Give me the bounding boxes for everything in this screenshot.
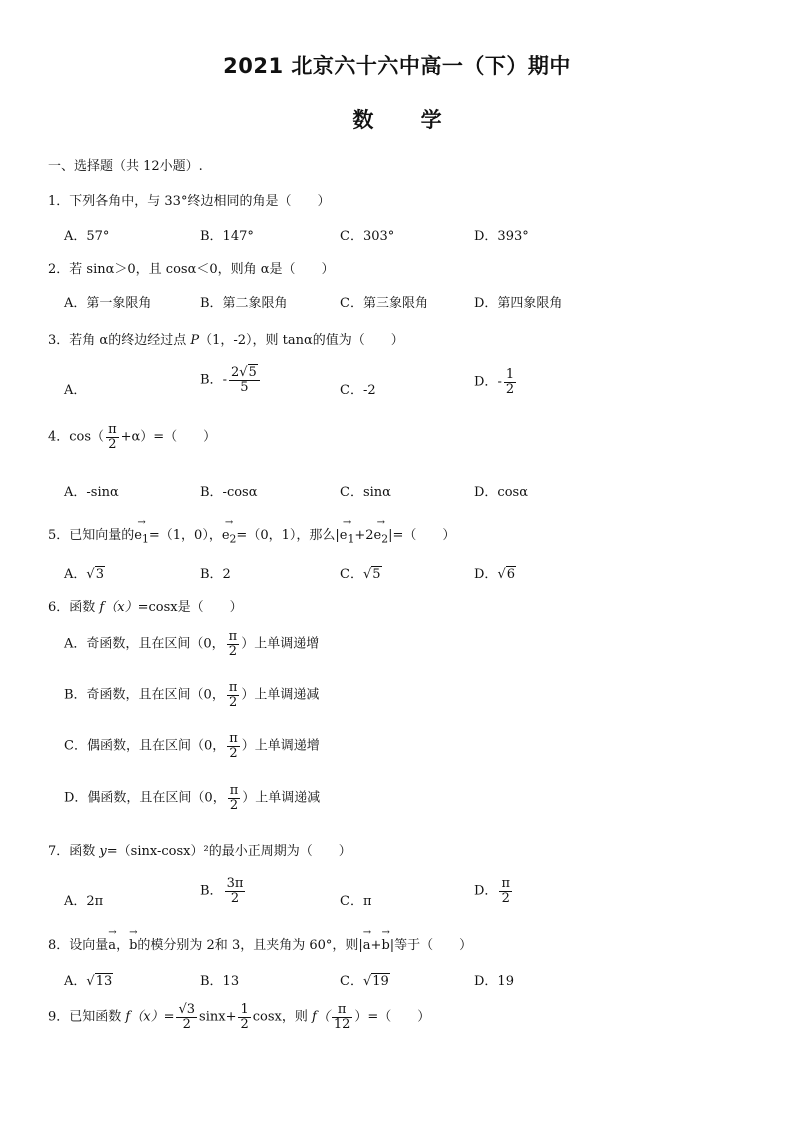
question-2: 2．若 sinα＞0，且 cosα＜0，则角 α是（ ） xyxy=(48,262,335,277)
q3-option-c: C．-2 xyxy=(340,383,376,398)
page-title: 2021 北京六十六中高一（下）期中 xyxy=(223,54,571,78)
q2-option-a: A．第一象限角 xyxy=(64,296,152,311)
question-9: 9．已知函数 f（x）= $\frac{√3}{2}$ sinx+ $\frac{1}{2}$ cosx，则 f（ $\frac{\pi}{12}$ ）=（ ） xyxy=(48,1002,431,1032)
section-heading: 一、选择题（共 12小题）. xyxy=(48,159,203,174)
q8-option-c: C．√19 xyxy=(340,974,389,989)
question-7: 7．函数 y=（sinx-cosx）²的最小正周期为（ ） xyxy=(48,844,352,859)
question-4: 4．cos（ $\frac{\pi}{2}$ +α）=（ ） xyxy=(48,422,217,452)
q1-option-a: A．57° xyxy=(64,229,110,244)
q4-option-b: B．-cosα xyxy=(200,485,258,500)
q5-option-c: C．√5 xyxy=(340,567,381,582)
question-6: 6．函数 f（x）=cosx是（ ） xyxy=(48,600,243,615)
question-5: 5．已知向量的→ $e_1=(1$，0），→ $e_2=(0$，1），那么|→ $e_1+2\to e_2|=$（ ） xyxy=(48,524,455,546)
q6-option-a: A．奇函数，且在区间（0， $\frac{\pi}{2}$ ）上单调递增 xyxy=(64,629,320,659)
subject-title: 数 学 xyxy=(352,108,442,132)
q7-option-d: D． $\frac{\pi}{2}$ xyxy=(474,876,510,906)
q4-option-d: D．cosα xyxy=(474,485,528,500)
q6-option-d: D．偶函数，且在区间（0， $\frac{\pi}{2}$ ）上单调递减 xyxy=(64,783,321,813)
q3-option-a: A． xyxy=(64,383,87,398)
q4-option-c: C．sinα xyxy=(340,485,391,500)
q1-option-b: B．147° xyxy=(200,229,254,244)
q8-option-d: D．19 xyxy=(474,974,514,989)
q5-option-d: D．√6 xyxy=(474,567,516,582)
q1-option-d: D．393° xyxy=(474,229,529,244)
q3-option-d: D．- $\frac{1}{2}$ xyxy=(474,367,515,397)
q6-option-c: C．偶函数，且在区间（0， $\frac{\pi}{2}$ ）上单调递增 xyxy=(64,731,320,761)
q6-option-b: B．奇函数，且在区间（0， $\frac{\pi}{2}$ ）上单调递减 xyxy=(64,680,320,710)
question-3: 3．若角 α的终边经过点 P（1，-2），则 tanα的值为（ ） xyxy=(48,333,404,348)
q7-option-b: B． $\frac{3\pi}{2}$ xyxy=(200,876,244,906)
q3-option-b: B．- $\frac{2√5}{5}$ xyxy=(200,366,262,394)
q8-option-a: A．√13 xyxy=(64,974,113,989)
q4-option-a: A．-sinα xyxy=(64,485,119,500)
question-1: 1．下列各角中，与 33°终边相同的角是（ ） xyxy=(48,194,331,209)
question-8: 8．设向量→ a，→ b的模分别为 2和 3，且夹角为 60°，则|→ a+→ b|等于（ ） xyxy=(48,934,472,953)
q7-option-a: A．2π xyxy=(64,894,104,909)
q5-option-a: A．√3 xyxy=(64,567,104,582)
q2-option-c: C．第三象限角 xyxy=(340,296,428,311)
q8-option-b: B．13 xyxy=(200,974,240,989)
q2-option-d: D．第四象限角 xyxy=(474,296,563,311)
q2-option-b: B．第二象限角 xyxy=(200,296,288,311)
q5-option-b: B．2 xyxy=(200,567,231,582)
q1-option-c: C．303° xyxy=(340,229,395,244)
q7-option-c: C．π xyxy=(340,894,372,909)
